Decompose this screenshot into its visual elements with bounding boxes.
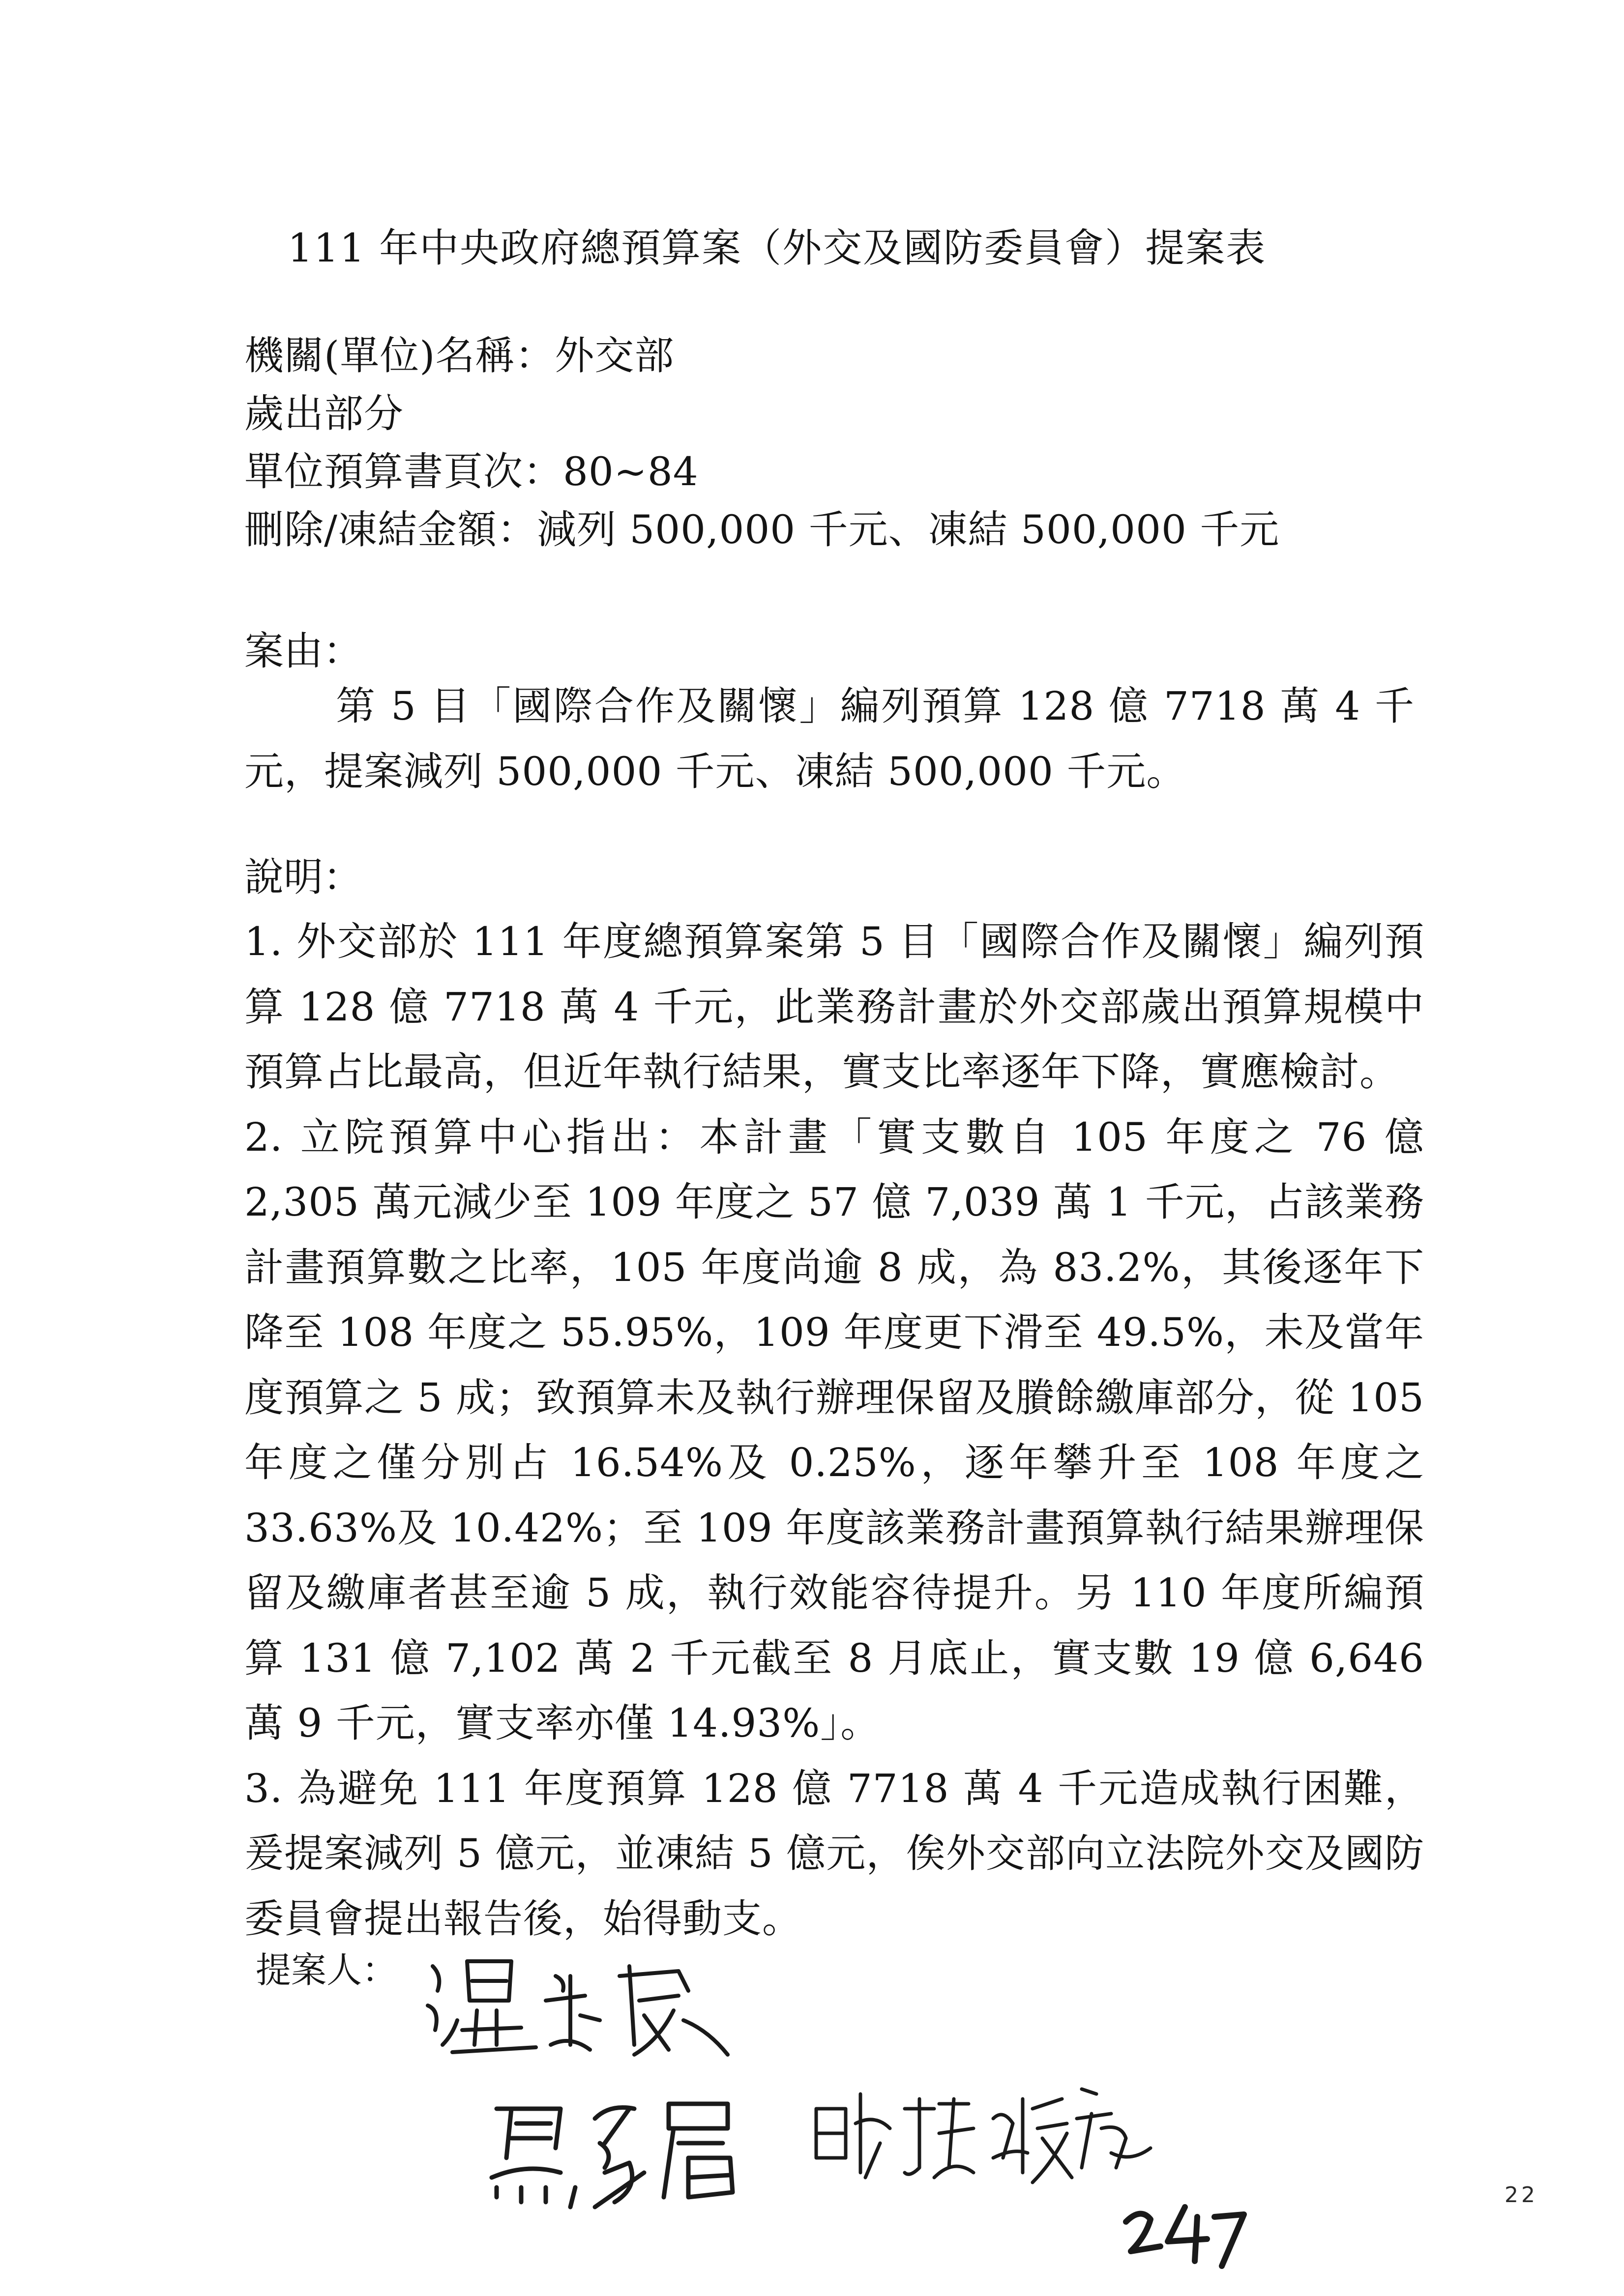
reason-label: 案由： [244, 628, 362, 674]
handwritten-page-mark [1121, 2197, 1249, 2276]
explanation-item-3: 3. 為避免 111 年度預算 128 億 7718 萬 4 千元造成執行困難，爰提案減列 5 億元，並凍結 5 億元，俟外交部向立法院外交及國防委員會提出報告後，始得動支。 [244, 1765, 1424, 1942]
signature-3 [806, 2079, 1160, 2192]
explanation-item-2: 2. 立院預算中心指出：本計畫「實支數自 105 年度之 76 億 2,305 萬元減少至 109 年度之 57 億 7,039 萬 1 千元，占該業務計畫預算數之比率，105 年度尚逾 8 成，為 83.2%，其後逐年下降至 108 年度之 55.95%，109 年度更下滑至 49.5%，未及當年度預算之 5 成；致預算未及執行辦理保留及賸餘繳庫部分，從 105 年度之僅分別占 16.54%及 0.25%，逐年攀升至 108 年度之 33.63%及 10.42%；至 109 年度該業務計畫預算執行結果辦理保留及繳庫者甚至逾 5 成，執行效能容待提升。另 110 年度所編預算 131 億 7,102 萬 2 千元截至 8 月底止，實支數 19 億 6,646 萬 9 千元，實支率亦僅 14.93%」。 [244, 1114, 1424, 1746]
document-title: 111 年中央政府總預算案（外交及國防委員會）提案表 [288, 225, 1267, 271]
explanation-item-1: 1. 外交部於 111 年度總預算案第 5 目「國際合作及關懷」編列預算 128 億 7718 萬 4 千元，此業務計畫於外交部歲出預算規模中預算占比最高，但近年執行結果，實支比率逐年下降，實應檢討。 [244, 919, 1424, 1095]
reason-text: 第 5 目「國際合作及關懷」編列預算 128 億 7718 萬 4 千元，提案減列 500,000 千元、凍結 500,000 千元。 [244, 683, 1415, 794]
corner-page-number: 22 [1505, 2182, 1538, 2208]
proposer-label: 提案人： [256, 1949, 398, 1991]
signature-2 [482, 2089, 777, 2217]
explanation-list [244, 909, 1424, 1951]
signature-1 [423, 1947, 738, 2064]
budget-section-line: 歲出部分 [244, 391, 404, 436]
cut-freeze-amount-line: 刪除/凍結金額：減列 500,000 千元、凍結 500,000 千元 [244, 507, 1280, 552]
explanation-label: 說明： [244, 854, 362, 900]
meta-block [244, 327, 1279, 559]
agency-name-line: 機關(單位)名稱：外交部 [244, 333, 675, 378]
budget-page-range-line: 單位預算書頁次：80~84 [244, 449, 699, 494]
